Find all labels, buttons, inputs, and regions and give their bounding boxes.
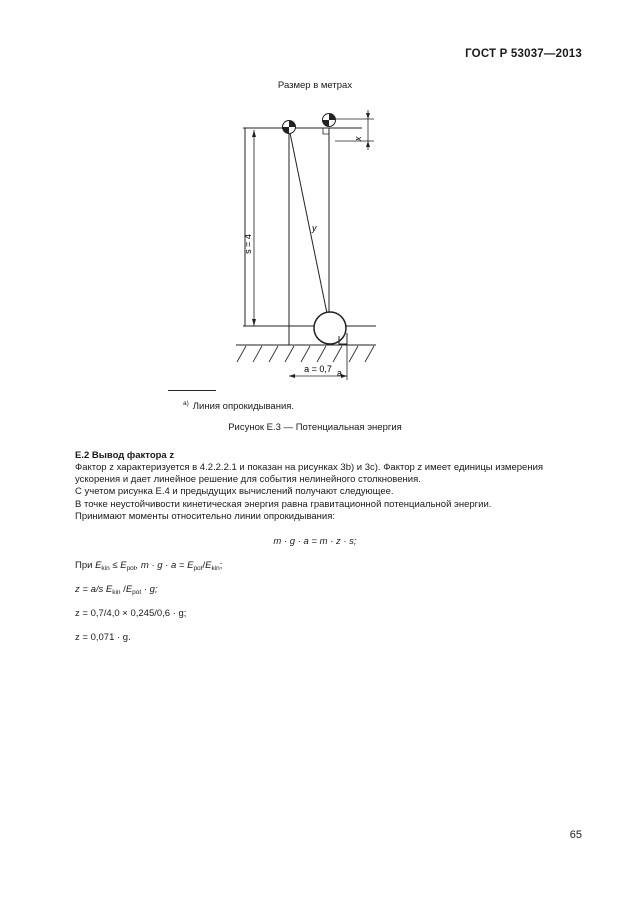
formula-z-values: z = 0,7/4,0 × 0,245/0,6 · g; [75, 608, 187, 619]
centre-of-gravity-right [323, 114, 336, 127]
f3-pot: pot [132, 589, 142, 596]
paragraph-4: Принимают моменты относительно линии опрокидывания: [75, 511, 336, 522]
footnote [183, 400, 294, 412]
f2-leq: ≤ [109, 560, 121, 571]
footnote-text: Линия опрокидывания. [192, 401, 295, 412]
section-title: Е.2 Вывод фактора z [75, 450, 175, 461]
tipping-diagram [0, 0, 630, 400]
f3-e1: E [105, 584, 113, 595]
centre-of-gravity-left [283, 121, 296, 134]
s-arrow-top [252, 130, 256, 137]
wheel [314, 312, 346, 344]
formula-z-ratio [75, 584, 158, 596]
f2-slash: / [202, 560, 206, 571]
document-header: ГОСТ Р 53037—2013 [465, 48, 582, 60]
label-x: x [353, 136, 363, 141]
label-y: y [312, 223, 317, 233]
formula-energy-condition [75, 560, 222, 572]
footnote-mark: a) [183, 400, 189, 407]
paragraph-3: В точке неустойчивости кинетическая энергия равна гравитационной потенциальной энергии. [75, 499, 492, 510]
label-a-value: a = 0,7 [304, 364, 332, 374]
f2-e2: E [120, 560, 127, 571]
formula-z-result: z = 0,071 · g. [75, 632, 131, 643]
f3-end: · g; [141, 584, 158, 595]
f3-kin: kin [112, 589, 121, 596]
f3-start: z = a/s [75, 584, 106, 595]
f2-end: ; [219, 560, 223, 571]
footnote-divider [168, 390, 216, 391]
f2-prefix: При [75, 560, 96, 571]
f2-kin1: kin [101, 565, 110, 572]
paragraph-1-line-1: Фактор z характеризуется в 4.2.2.2.1 и показан на рисунках 3b) и 3c). Фактор z имеет единицы измерения [75, 462, 544, 473]
slant-line-y [289, 128, 330, 328]
label-a-note: a [337, 368, 343, 378]
label-s: s = 4 [243, 234, 253, 254]
formula-moments: m · g · a = m · z · s; [273, 536, 357, 547]
s-arrow-bottom [252, 319, 256, 326]
f2-e4: E [205, 560, 212, 571]
page-number: 65 [569, 829, 582, 841]
f2-e1: E [95, 560, 102, 571]
f2-pot1: pot [126, 565, 136, 572]
paragraph-1-line-2: ускорения и дает линейное решение для события нелинейного столкновения. [75, 474, 421, 485]
f3-slash: / [120, 584, 126, 595]
f2-e3: E [187, 560, 194, 571]
ground-hatching [237, 346, 374, 362]
paragraph-2: С учетом рисунка Е.4 и предыдущих вычислений получают следующее. [75, 486, 394, 497]
x-arrow-top [366, 113, 370, 119]
x-arrow-bottom [366, 141, 370, 147]
a-arrow-left [289, 374, 295, 378]
figure-scale-note: Размер в метрах [277, 80, 353, 91]
f2-pot2: pot [193, 565, 203, 572]
f3-e2: E [125, 584, 133, 595]
f2-mid: , m · g · a = [135, 560, 188, 571]
right-angle-mark [323, 128, 329, 134]
figure-caption: Рисунок Е.3 — Потенциальная энергия [228, 422, 402, 433]
f2-kin2: kin [211, 565, 220, 572]
